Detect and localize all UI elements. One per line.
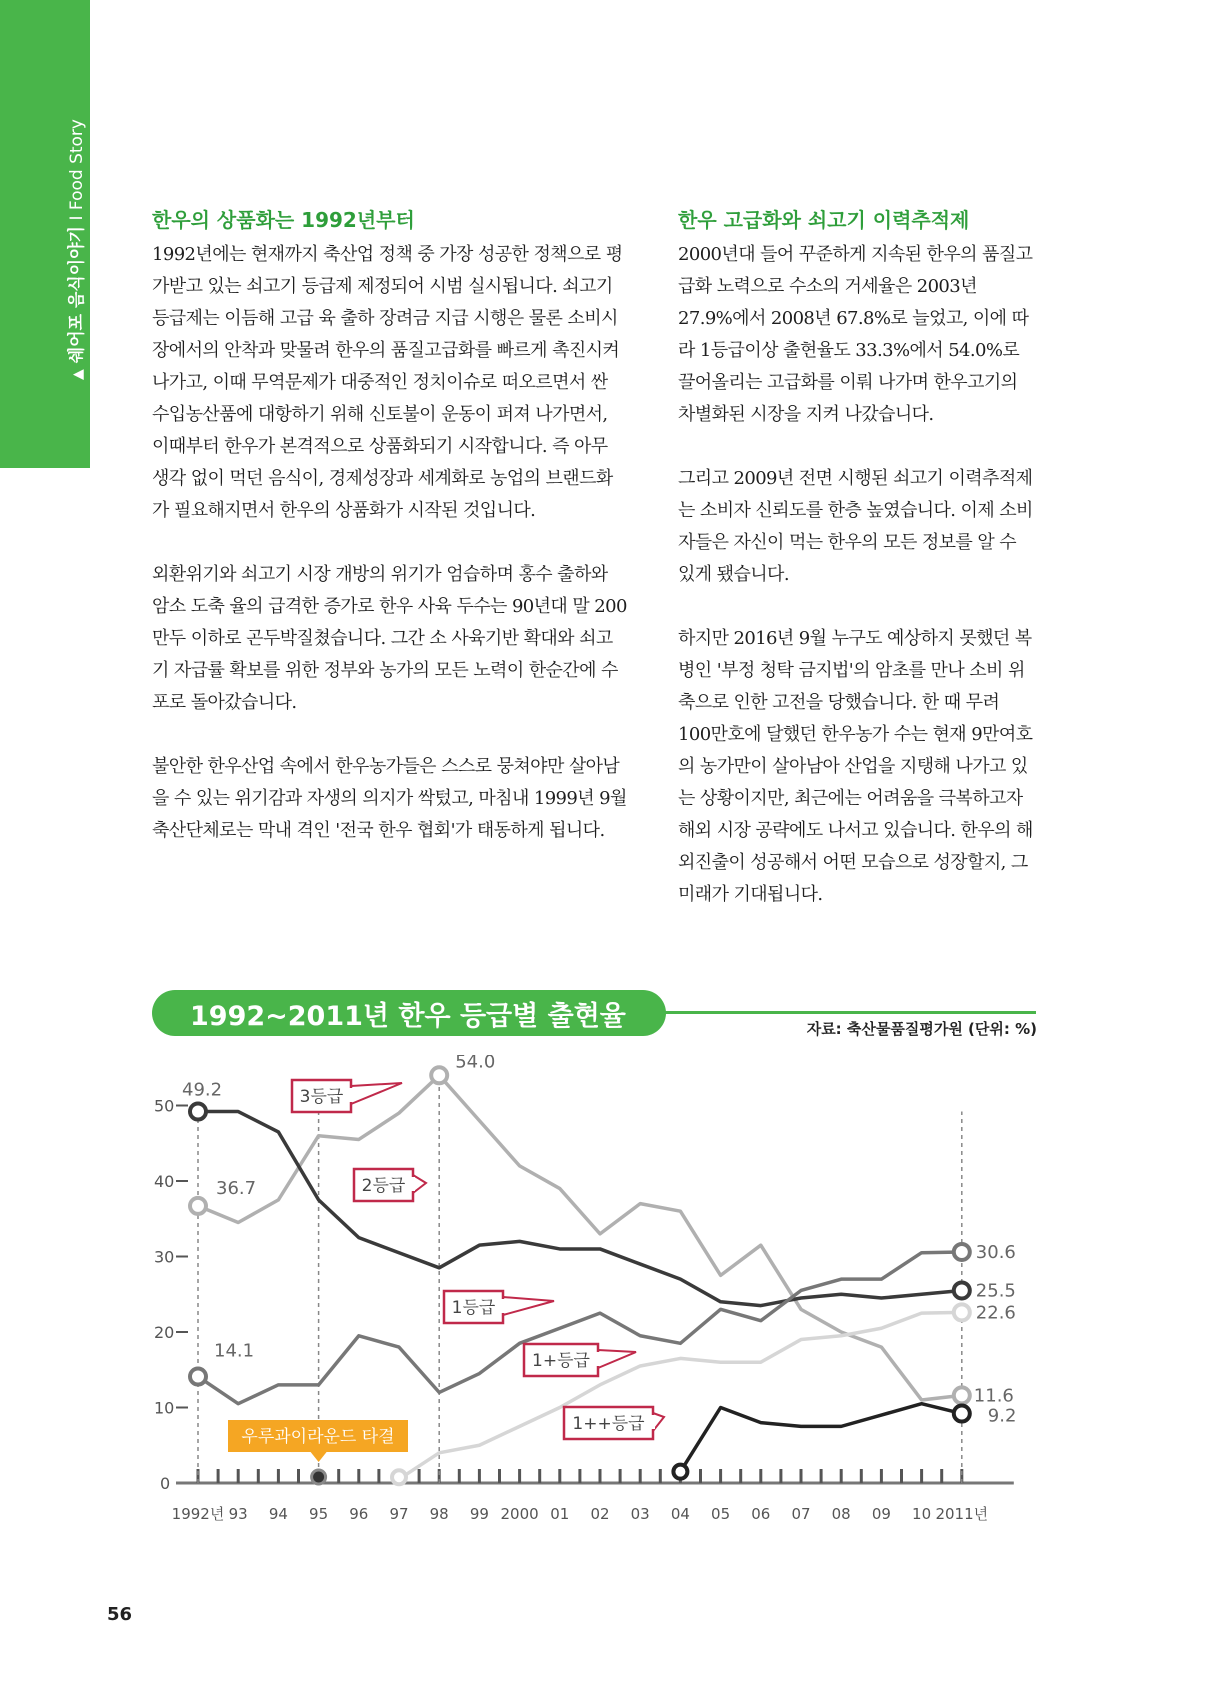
- x-tick-label: 95: [309, 1505, 329, 1523]
- annotation-label: 우루과이라운드 타결: [241, 1427, 395, 1447]
- data-point-marker: [431, 1067, 447, 1083]
- legend-callout-label: 1++등급: [572, 1414, 645, 1434]
- y-tick-label: 30: [154, 1247, 175, 1267]
- x-tick-label: 2000: [500, 1505, 539, 1523]
- left-paragraph-3: 불안한 한우산업 속에서 한우농가들은 스스로 뭉쳐야만 살아남을 수 있는 위기감과 자생의 의지가 싹텄고, 마침내 1999년 9월 축산단체로는 막내 격인 '전국 한우 협회'가 태동하게 됩니다.: [152, 756, 627, 841]
- y-tick-label: 0: [160, 1474, 171, 1493]
- right-column: [678, 205, 1036, 911]
- x-tick-label: 08: [831, 1505, 851, 1523]
- legend-callout-label: 1+등급: [532, 1351, 590, 1371]
- line-chart: [140, 1055, 1040, 1535]
- x-tick-label: 94: [268, 1505, 288, 1523]
- legend-callout-pointer: [503, 1297, 554, 1315]
- series-line: [399, 1312, 962, 1479]
- legend-callout-pointer: [598, 1350, 636, 1368]
- data-label: 14.1: [214, 1340, 255, 1362]
- left-paragraph-2: 외환위기와 쇠고기 시장 개방의 위기가 엄습하며 홍수 출하와 암소 도축 율의 급격한 증가로 한우 사육 두수는 90년대 말 200만두 이하로 곤두박질쳤습니다. 그간 소 사육기반 확대와 쇠고기 자급률 확보를 위한 정부와 농가의 모든 노력이 한순간에 수포로 돌아갔습니다.: [152, 564, 627, 713]
- data-point-marker: [954, 1406, 970, 1422]
- x-tick-label: 06: [751, 1505, 771, 1523]
- side-brand: 쉐어포 음식이야기: [67, 225, 87, 364]
- x-tick-label: 1992년: [171, 1505, 225, 1523]
- data-label: 36.7: [216, 1177, 257, 1199]
- x-tick-label: 98: [429, 1505, 449, 1523]
- y-tick-label: 10: [154, 1398, 175, 1418]
- legend-callout-joint: [349, 1088, 353, 1102]
- left-paragraph-1: 1992년에는 현재까지 축산업 정책 중 가장 성공한 정책으로 평가받고 있는 쇠고기 등급제 제정되어 시범 실시됩니다. 쇠고기 등급제는 이듬해 고급 육 출하 장려금 지급 시행은 물론 소비시장에서의 안착과 맞물려 한우의 품질고급화를 빠르게 촉진시켜 나가고, 이때 무역문제가 대중적인 정치이슈로 떠오르면서 싼 수입농산품에 대항하기 위해 신토불이 운동이 퍼져 나가면서, 이때부터 한우가 본격적으로 상품화되기 시작합니다. 즉 아무 생각 없이 먹던 음식이, 경제성장과 세계화로 농업의 브랜드화가 필요해지면서 한우의 상품화가 시작된 것입니다.: [152, 244, 623, 521]
- x-tick-label: 02: [590, 1505, 610, 1523]
- x-tick-label: 03: [630, 1505, 650, 1523]
- x-tick-label: 04: [670, 1505, 690, 1523]
- chart-title-rule: [660, 1011, 1036, 1014]
- x-tick-label: 05: [711, 1505, 731, 1523]
- data-point-marker: [954, 1304, 970, 1320]
- x-tick-label: 01: [550, 1505, 570, 1523]
- data-label: 9.2: [987, 1405, 1017, 1427]
- legend-callout-pointer: [351, 1083, 402, 1104]
- x-tick-label: 07: [791, 1505, 811, 1523]
- right-paragraph-1: 2000년대 들어 꾸준하게 지속된 한우의 품질고급화 노력으로 수소의 거세율은 2003년 27.9%에서 2008년 67.8%로 늘었고, 이에 따라 1등급이상 출현율도 33.3%에서 54.0%로 끌어올리는 고급화를 이뤄 나가며 한우고기의 차별화된 시장을 지켜 나갔습니다.: [678, 244, 1033, 425]
- legend-callout-joint: [501, 1299, 505, 1313]
- y-tick-label: 20: [154, 1323, 175, 1342]
- data-point-marker: [954, 1282, 970, 1298]
- left-column: [152, 205, 628, 847]
- legend-callout-label: 2등급: [361, 1176, 406, 1196]
- side-tab: [0, 0, 90, 468]
- data-point-marker: [190, 1104, 206, 1120]
- left-heading: 한우의 상품화는 1992년부터: [152, 208, 415, 232]
- data-label: 30.6: [975, 1241, 1016, 1263]
- side-section: Food Story: [67, 119, 87, 211]
- series-line: [680, 1404, 961, 1472]
- data-point-marker: [954, 1387, 970, 1403]
- right-paragraph-3: 하지만 2016년 9월 누구도 예상하지 못했던 복병인 '부정 청탁 금지법'의 암초를 만나 소비 위축으로 인한 고전을 당했습니다. 한 때 무려 100만호에 달했던 한우농가 수는 현재 9만여호의 농가만이 살아남아 산업을 지탱해 나가고 있는 상황이지만, 최근에는 어려움을 극복하고자 해외 시장 공략에도 나서고 있습니다. 한우의 해외진출이 성공해서 어떤 모습으로 성장할지, 그 미래가 기대됩니다.: [678, 628, 1033, 905]
- data-point-marker: [190, 1198, 206, 1214]
- series-start-marker: [673, 1465, 687, 1479]
- right-paragraph-2: 그리고 2009년 전면 시행된 쇠고기 이력추적제는 소비자 신뢰도를 한층 높였습니다. 이제 소비자들은 자신이 먹는 한우의 모든 정보를 알 수 있게 됐습니다.: [678, 468, 1033, 585]
- legend-callout-joint: [411, 1177, 415, 1191]
- page-number: 56: [107, 1604, 133, 1625]
- x-tick-label: 10: [912, 1505, 932, 1523]
- series-line: [198, 1252, 962, 1404]
- legend-callout-joint: [651, 1415, 655, 1429]
- data-label: 11.6: [973, 1385, 1014, 1407]
- legend-callout-label: 1등급: [451, 1298, 496, 1318]
- legend-callout-label: 3등급: [299, 1087, 344, 1107]
- y-tick-label: 40: [154, 1172, 175, 1191]
- right-heading: 한우 고급화와 쇠고기 이력추적제: [678, 208, 970, 232]
- data-label: 25.5: [975, 1280, 1016, 1302]
- x-tick-label: 2011년: [935, 1505, 989, 1523]
- side-separator: I: [67, 215, 87, 221]
- data-point-marker: [954, 1244, 970, 1260]
- data-label: 22.6: [975, 1302, 1016, 1324]
- chart-source: 자료: 축산물품질평가원 (단위: %): [806, 1020, 1037, 1038]
- x-tick-label: 93: [228, 1505, 248, 1523]
- side-label: [62, 119, 87, 380]
- series-start-marker: [392, 1470, 406, 1484]
- data-point-marker: [190, 1369, 206, 1385]
- event-marker: [312, 1470, 326, 1484]
- x-tick-label: 97: [389, 1505, 409, 1523]
- mountain-icon: ▲: [70, 369, 86, 380]
- x-tick-label: 96: [349, 1505, 369, 1523]
- chart-title: 1992~2011년 한우 등급별 출현율: [152, 990, 666, 1036]
- data-label: 49.2: [182, 1079, 223, 1101]
- x-tick-label: 99: [469, 1505, 489, 1523]
- data-label: 54.0: [455, 1055, 496, 1073]
- annotation-pointer: [311, 1452, 327, 1462]
- x-tick-label: 09: [871, 1505, 891, 1523]
- legend-callout-joint: [596, 1352, 600, 1366]
- series-line: [198, 1112, 962, 1306]
- y-tick-label: 50: [154, 1096, 175, 1116]
